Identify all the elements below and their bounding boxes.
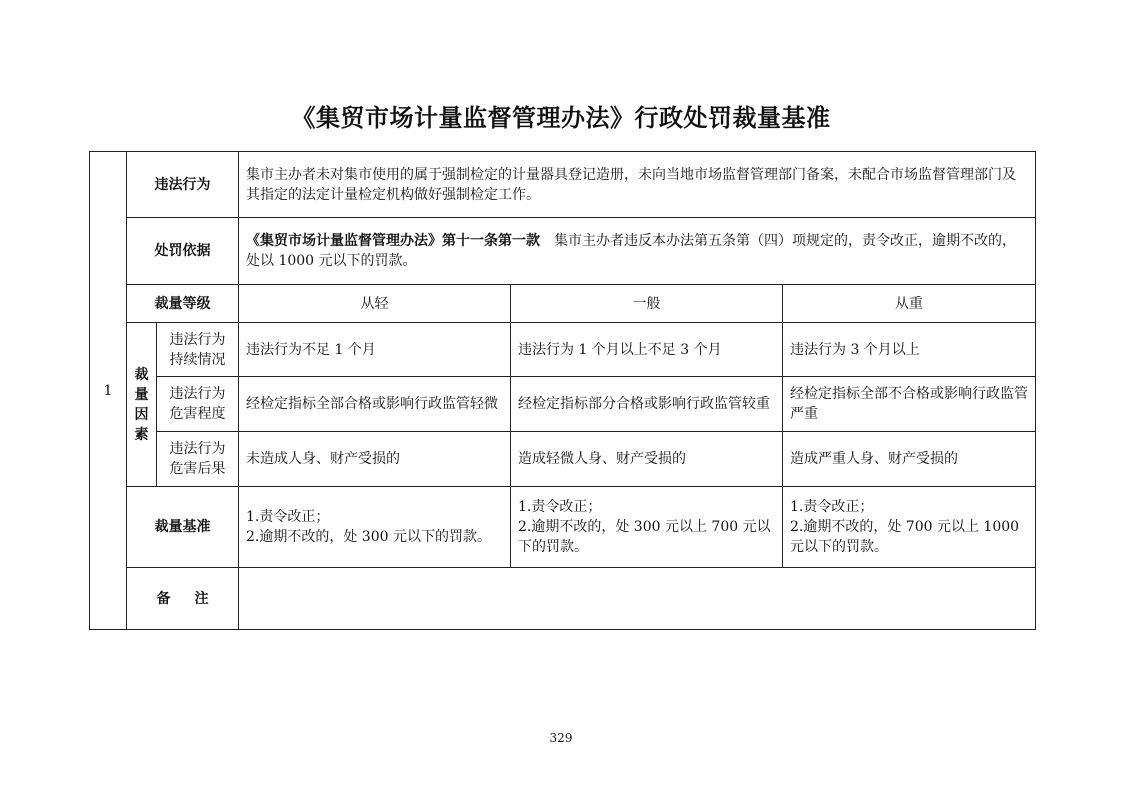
factor-normal: 经检定指标部分合格或影响行政监管较重 xyxy=(511,377,783,432)
level-normal: 一般 xyxy=(511,285,783,323)
factor-name: 违法行为 危害后果 xyxy=(157,432,239,487)
remarks-row xyxy=(90,568,1036,630)
levels-label: 裁量等级 xyxy=(127,285,239,323)
standard-normal: 1.责令改正； 2.逾期不改的，处 300 元以上 700 元以下的罚款。 xyxy=(511,487,783,568)
basis-article: 《集贸市场计量监督管理办法》第十一条第一款 xyxy=(246,233,540,249)
level-light: 从轻 xyxy=(239,285,511,323)
page-number: 329 xyxy=(549,731,573,745)
factor-name: 违法行为 持续情况 xyxy=(157,323,239,377)
factor-row xyxy=(90,377,1036,432)
basis-row xyxy=(90,218,1036,285)
violation-row xyxy=(90,152,1036,218)
factor-light: 违法行为不足 1 个月 xyxy=(239,323,511,377)
levels-row xyxy=(90,285,1036,323)
violation-text: 集市主办者未对集市使用的属于强制检定的计量器具登记造册，未向当地市场监督管理部门备案，未配合市场监督管理部门及其指定的法定计量检定机构做好强制检定工作。 xyxy=(239,152,1036,218)
factor-light: 经检定指标全部合格或影响行政监管轻微 xyxy=(239,377,511,432)
factor-name: 违法行为 危害程度 xyxy=(157,377,239,432)
page-title: 《集贸市场计量监督管理办法》行政处罚裁量基准 xyxy=(291,104,831,132)
factor-heavy: 违法行为 3 个月以上 xyxy=(783,323,1036,377)
factor-row xyxy=(90,323,1036,377)
violation-label: 违法行为 xyxy=(127,152,239,218)
factor-light: 未造成人身、财产受损的 xyxy=(239,432,511,487)
factor-normal: 造成轻微人身、财产受损的 xyxy=(511,432,783,487)
standard-heavy: 1.责令改正； 2.逾期不改的，处 700 元以上 1000 元以下的罚款。 xyxy=(783,487,1036,568)
remarks-label-cell xyxy=(127,568,239,630)
factor-heavy: 造成严重人身、财产受损的 xyxy=(783,432,1036,487)
row-number-cell: 1 xyxy=(90,152,127,630)
factor-normal: 违法行为 1 个月以上不足 3 个月 xyxy=(511,323,783,377)
penalty-discretion-table xyxy=(89,151,1036,630)
basis-text: 集市主办者违反本办法第五条第（四）项规定的，责令改正，逾期不改的，处以 1000 元以下的罚款。 xyxy=(246,233,1016,269)
factor-row xyxy=(90,432,1036,487)
remarks-text xyxy=(239,568,1036,630)
basis-text-cell xyxy=(239,218,1036,285)
remarks-label: 备注 xyxy=(156,590,233,607)
basis-label: 处罚依据 xyxy=(127,218,239,285)
factor-heavy: 经检定指标全部不合格或影响行政监管严重 xyxy=(783,377,1036,432)
standard-light: 1.责令改正； 2.逾期不改的，处 300 元以下的罚款。 xyxy=(239,487,511,568)
factors-group-label: 裁 量 因 素 xyxy=(127,323,157,487)
level-heavy: 从重 xyxy=(783,285,1036,323)
standard-row xyxy=(90,487,1036,568)
standard-label: 裁量基准 xyxy=(127,487,239,568)
